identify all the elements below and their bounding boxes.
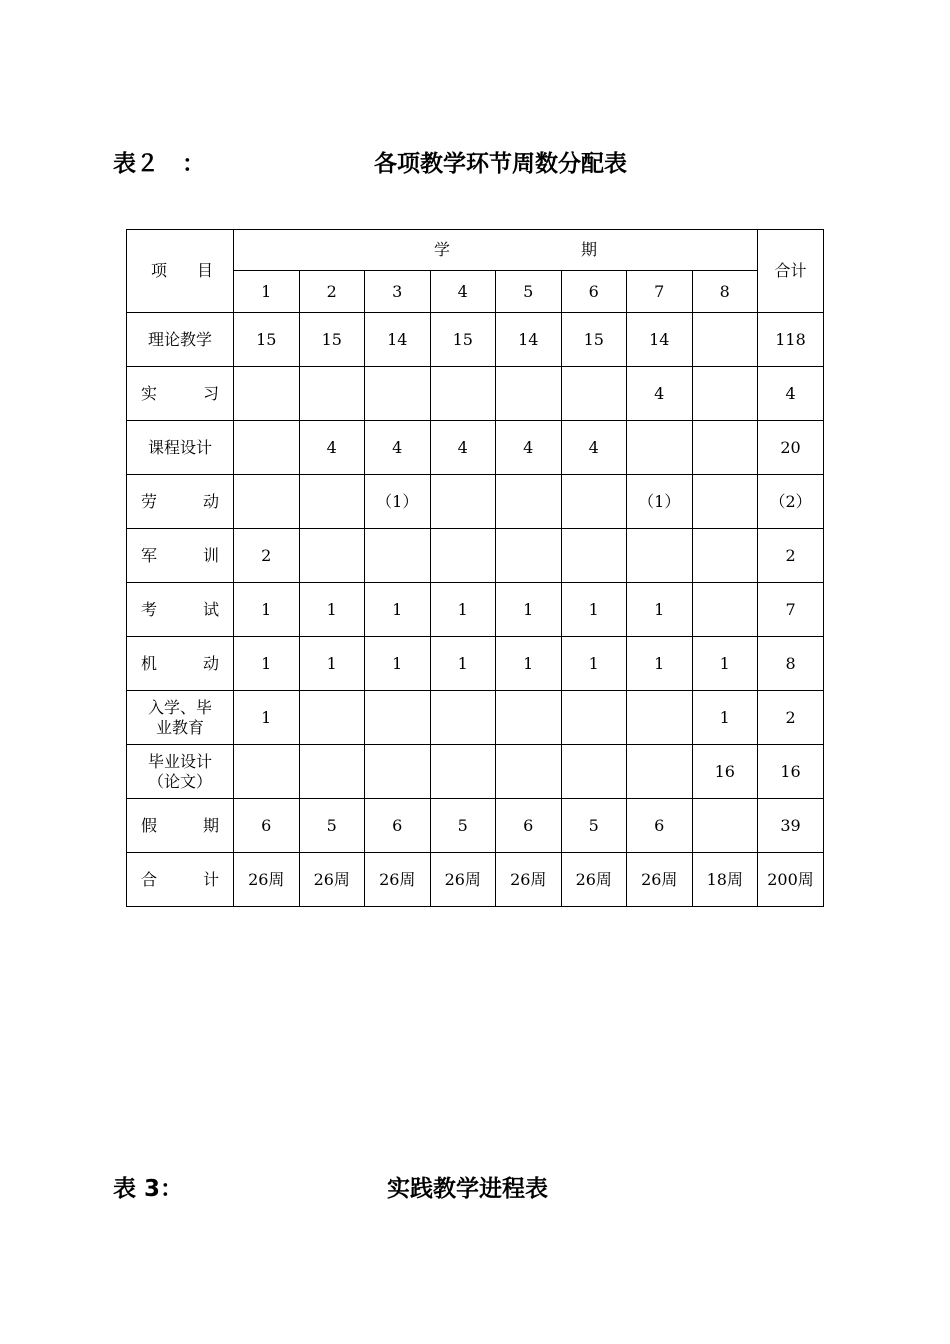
value-cell: 1: [430, 583, 496, 637]
value-cell: 15: [561, 313, 627, 367]
row-label: [127, 475, 234, 529]
value-cell: [627, 745, 693, 799]
header-row: [127, 230, 824, 271]
value-cell: 1: [365, 637, 431, 691]
row-label-char: 实: [141, 383, 158, 403]
value-cell: [496, 529, 562, 583]
row-label-char: 动: [202, 653, 219, 673]
value-cell: （1）: [365, 475, 431, 529]
table-row: [127, 313, 824, 367]
value-cell: 6: [234, 799, 300, 853]
value-cell: [692, 421, 758, 475]
value-cell: [561, 745, 627, 799]
value-cell: [692, 799, 758, 853]
row-label: [127, 799, 234, 853]
value-cell: 5: [430, 799, 496, 853]
row-label-char: 军: [141, 545, 158, 565]
table3-label: 表 3：: [113, 1176, 184, 1202]
row-label: [127, 637, 234, 691]
header-item-char-1: 项: [151, 261, 168, 280]
row-total-cell: 200周: [758, 853, 824, 907]
value-cell: 1: [234, 637, 300, 691]
value-cell: [692, 313, 758, 367]
row-total-cell: （2）: [758, 475, 824, 529]
value-cell: [365, 745, 431, 799]
value-cell: [561, 529, 627, 583]
value-cell: [299, 475, 365, 529]
value-cell: 1: [299, 583, 365, 637]
value-cell: [234, 745, 300, 799]
value-cell: 15: [430, 313, 496, 367]
header-item-cell: [127, 230, 234, 313]
value-cell: [234, 421, 300, 475]
value-cell: 1: [365, 583, 431, 637]
value-cell: 1: [627, 637, 693, 691]
term-number-cell: 6: [561, 271, 627, 313]
row-label-char: 动: [202, 491, 219, 511]
value-cell: [234, 475, 300, 529]
value-cell: 4: [430, 421, 496, 475]
row-total-cell: 118: [758, 313, 824, 367]
table-row: [127, 799, 824, 853]
row-label: 入学、毕业教育: [127, 691, 234, 745]
value-cell: 1: [496, 583, 562, 637]
row-label-char: 假: [141, 815, 158, 835]
value-cell: 4: [561, 421, 627, 475]
table-row: [127, 475, 824, 529]
value-cell: 5: [561, 799, 627, 853]
value-cell: 4: [496, 421, 562, 475]
value-cell: [299, 367, 365, 421]
value-cell: [496, 475, 562, 529]
value-cell: [430, 529, 496, 583]
table-row: [127, 583, 824, 637]
term-number-cell: 1: [234, 271, 300, 313]
value-cell: [430, 367, 496, 421]
value-cell: [430, 691, 496, 745]
value-cell: 15: [234, 313, 300, 367]
row-label-char: 训: [202, 545, 219, 565]
table-row: [127, 421, 824, 475]
value-cell: [627, 529, 693, 583]
value-cell: [430, 745, 496, 799]
row-label: [127, 529, 234, 583]
row-label-char: 考: [141, 599, 158, 619]
value-cell: 26周: [299, 853, 365, 907]
value-cell: [627, 691, 693, 745]
row-label-char: 合: [141, 869, 158, 889]
row-label: 毕业设计（论文）: [127, 745, 234, 799]
value-cell: 14: [496, 313, 562, 367]
row-label: [127, 853, 234, 907]
term-number-cell: 3: [365, 271, 431, 313]
value-cell: [365, 529, 431, 583]
row-label-char: 劳: [141, 491, 158, 511]
value-cell: 1: [561, 583, 627, 637]
row-label-char: 机: [141, 653, 158, 673]
value-cell: 2: [234, 529, 300, 583]
row-label: [127, 583, 234, 637]
term-number-cell: 5: [496, 271, 562, 313]
value-cell: 1: [692, 637, 758, 691]
value-cell: 1: [299, 637, 365, 691]
value-cell: 1: [234, 583, 300, 637]
value-cell: 6: [496, 799, 562, 853]
row-label-char: 计: [202, 869, 219, 889]
value-cell: [627, 421, 693, 475]
value-cell: [561, 475, 627, 529]
row-label-char: 期: [202, 815, 219, 835]
term-number-cell: 8: [692, 271, 758, 313]
table2-title: 各项教学环节周数分配表: [374, 151, 627, 177]
value-cell: 15: [299, 313, 365, 367]
row-total-cell: 7: [758, 583, 824, 637]
value-cell: [561, 691, 627, 745]
value-cell: [365, 691, 431, 745]
value-cell: 26周: [430, 853, 496, 907]
value-cell: 26周: [627, 853, 693, 907]
value-cell: [692, 475, 758, 529]
value-cell: 6: [365, 799, 431, 853]
value-cell: [496, 745, 562, 799]
row-total-cell: 20: [758, 421, 824, 475]
row-total-cell: 4: [758, 367, 824, 421]
value-cell: 16: [692, 745, 758, 799]
value-cell: 26周: [365, 853, 431, 907]
term-number-cell: 2: [299, 271, 365, 313]
row-label-char: 试: [202, 599, 219, 619]
table-row: [127, 637, 824, 691]
table-row: [127, 853, 824, 907]
table-row: [127, 745, 824, 799]
header-item-char-2: 目: [196, 261, 213, 280]
value-cell: [299, 529, 365, 583]
value-cell: 1: [561, 637, 627, 691]
term-number-cell: 4: [430, 271, 496, 313]
value-cell: [496, 691, 562, 745]
table-row: [127, 529, 824, 583]
value-cell: [299, 691, 365, 745]
value-cell: （1）: [627, 475, 693, 529]
row-total-cell: 2: [758, 691, 824, 745]
value-cell: 26周: [234, 853, 300, 907]
value-cell: 6: [627, 799, 693, 853]
header-term-cell: [234, 230, 758, 271]
row-total-cell: 39: [758, 799, 824, 853]
row-total-cell: 8: [758, 637, 824, 691]
row-total-cell: 2: [758, 529, 824, 583]
value-cell: [430, 475, 496, 529]
weeks-allocation-table: [126, 229, 824, 907]
header-term-char-2: 期: [581, 240, 598, 259]
value-cell: 1: [234, 691, 300, 745]
row-label: [127, 367, 234, 421]
value-cell: 14: [365, 313, 431, 367]
value-cell: [692, 529, 758, 583]
row-label: 理论教学: [127, 313, 234, 367]
value-cell: 4: [299, 421, 365, 475]
value-cell: 4: [627, 367, 693, 421]
value-cell: 1: [692, 691, 758, 745]
value-cell: 26周: [496, 853, 562, 907]
row-label-char: 习: [202, 383, 219, 403]
value-cell: 18周: [692, 853, 758, 907]
value-cell: 1: [627, 583, 693, 637]
value-cell: [692, 583, 758, 637]
table3-title: 实践教学进程表: [387, 1176, 548, 1202]
row-label: 课程设计: [127, 421, 234, 475]
value-cell: 1: [496, 637, 562, 691]
value-cell: 1: [430, 637, 496, 691]
header-term-char-1: 学: [434, 240, 451, 259]
value-cell: 26周: [561, 853, 627, 907]
value-cell: [561, 367, 627, 421]
value-cell: [234, 367, 300, 421]
value-cell: [365, 367, 431, 421]
value-cell: 5: [299, 799, 365, 853]
value-cell: [496, 367, 562, 421]
row-total-cell: 16: [758, 745, 824, 799]
header-total-cell: 合计: [758, 230, 824, 313]
term-number-cell: 7: [627, 271, 693, 313]
table2-label: 表２ ：: [113, 151, 205, 177]
value-cell: [299, 745, 365, 799]
value-cell: [692, 367, 758, 421]
value-cell: 14: [627, 313, 693, 367]
table-row: [127, 367, 824, 421]
value-cell: 4: [365, 421, 431, 475]
table-row: [127, 691, 824, 745]
